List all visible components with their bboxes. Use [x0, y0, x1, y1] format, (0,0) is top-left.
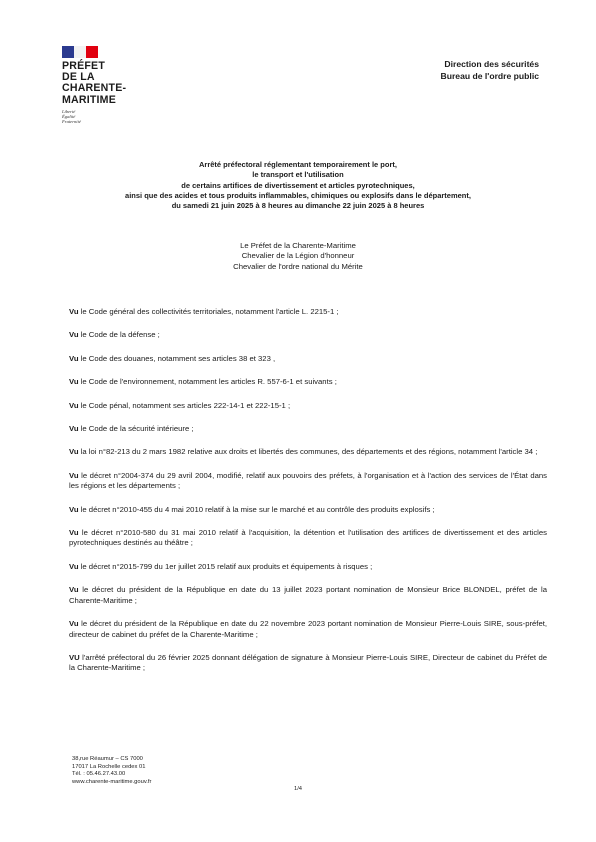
footer-address: [72, 756, 151, 786]
visa-text: le Code général des collectivités territoriales, notamment l'article L. 2215-1 ;: [80, 307, 339, 316]
visa-text: le Code des douanes, notamment ses articles 38 et 323 ,: [80, 353, 276, 363]
visa-item: [69, 653, 547, 674]
visa-item: [69, 528, 547, 549]
visa-item: [69, 307, 547, 317]
visa-item: [69, 377, 547, 387]
visa-item: [69, 447, 547, 457]
motto-line: Liberté: [62, 108, 76, 114]
address-street: 38,rue Réaumur – CS 7000: [72, 756, 143, 762]
visa-prefix: Vu: [69, 504, 79, 514]
address-city: 17017 La Rochelle cedex 01: [72, 763, 146, 770]
visa-text: l'arrêté préfectoral du 26 février 2025 donnant délégation de signature à Monsieur Pierre-Louis SIRE, Directeur de cabinet du Préfet de la Charente-Maritime ;: [69, 652, 548, 673]
visa-prefix: Vu: [69, 400, 79, 410]
visa-item: [69, 585, 547, 606]
visa-item: [69, 401, 547, 411]
logo-line: PRÉFET: [62, 60, 105, 72]
page-number: 1/4: [293, 786, 303, 792]
decree-title: [60, 160, 536, 211]
visa-text: le décret n°2010-455 du 4 mai 2010 relatif à la mise sur le marché et au contrôle des produits explosifs ;: [80, 504, 435, 514]
prefet-line: Chevalier de la Légion d'honneur: [241, 251, 355, 261]
direction-name: Direction des sécurités: [444, 59, 539, 69]
visa-text: le Code de la sécurité intérieure ;: [80, 424, 194, 434]
visa-prefix: Vu: [69, 619, 79, 629]
address-phone: Tél. : 05.46.27.43.00: [72, 771, 126, 778]
visa-prefix: Vu: [69, 424, 79, 434]
prefet-line: Chevalier de l'ordre national du Mérite: [233, 261, 363, 271]
visa-text: la loi n°82-213 du 2 mars 1982 relative aux droits et libertés des communes, des départements et des régions, notamment l'article 34 ;: [80, 447, 538, 457]
title-line: le transport et l'utilisation: [252, 170, 344, 180]
visa-text: le Code de la défense ;: [80, 330, 160, 340]
prefet-block: [60, 241, 536, 272]
visa-text: le décret du président de la République en date du 13 juillet 2023 portant nomination de Monsieur Brice BLONDEL, préfet de la Charente-Maritime ;: [69, 585, 548, 605]
title-line: du samedi 21 juin 2025 à 8 heures au dimanche 22 juin 2025 à 8 heures: [171, 201, 425, 211]
bureau-name: Bureau de l'ordre public: [440, 71, 539, 81]
visa-prefix: Vu: [69, 330, 79, 340]
motto-line: Égalité: [62, 114, 76, 120]
visa-prefix: Vu: [69, 585, 79, 595]
visa-prefix: VU: [69, 652, 80, 662]
visa-prefix: Vu: [69, 528, 79, 538]
title-line: Arrêté préfectoral réglementant temporairement le port,: [199, 160, 397, 169]
website-link[interactable]: www.charente-maritime.gouv.fr: [72, 778, 152, 785]
visa-prefix: Vu: [69, 561, 79, 571]
visa-prefix: Vu: [69, 377, 79, 387]
visa-text: le décret du président de la République en date du 22 novembre 2023 portant nomination de Monsieur Pierre-Louis SIRE, sous-préfet, directeur de cabinet du préfet de la Charente-Maritime ;: [69, 619, 547, 639]
motto-line: Fraternité: [62, 119, 81, 125]
logo-text: [62, 61, 152, 106]
title-line: de certains artifices de divertissement et articles pyrotechniques,: [181, 180, 415, 190]
visa-item: [69, 505, 547, 515]
prefecture-logo: [62, 46, 152, 125]
visa-item: [69, 471, 547, 492]
visa-prefix: Vu: [69, 470, 79, 480]
logo-line: MARITIME: [62, 93, 116, 106]
visa-text: le décret n°2004-374 du 29 avril 2004, modifié, relatif aux pouvoirs des préfets, à l'organisation et à l'action des services de l'État dans les régions et les départements ;: [69, 470, 547, 491]
visa-text: le Code pénal, notamment ses articles 222-14-1 et 222-15-1 ;: [80, 400, 291, 410]
visa-text: le décret n°2015-799 du 1er juillet 2015 relatif aux produits et équipements à risques ;: [80, 561, 373, 571]
visa-item: [69, 354, 547, 364]
title-line: ainsi que des acides et tous produits inflammables, chimiques ou explosifs dans le département,: [125, 190, 471, 200]
visa-item: [69, 619, 547, 640]
visa-prefix: Vu: [69, 307, 79, 316]
visa-text: le Code de l'environnement, notamment les articles R. 557-6-1 et suivants ;: [80, 377, 337, 387]
visa-text: le décret n°2010-580 du 31 mai 2010 relatif à l'acquisition, la détention et l'utilisation des artifices de divertissement et des articles pyrotechniques destinés au théâtre ;: [69, 528, 548, 548]
issuing-department: [440, 58, 539, 82]
visa-item: [69, 562, 547, 572]
visa-prefix: Vu: [69, 353, 79, 363]
visa-item: [69, 424, 547, 434]
marianne-flag-icon: [62, 46, 98, 58]
prefet-line: Le Préfet de la Charente-Maritime: [240, 241, 356, 250]
visa-prefix: Vu: [69, 447, 79, 457]
motto: [62, 109, 152, 125]
logo-line: CHARENTE-: [62, 82, 127, 95]
visa-item: [69, 330, 547, 340]
visa-list: [69, 307, 547, 674]
logo-line: DE LA: [62, 71, 95, 84]
